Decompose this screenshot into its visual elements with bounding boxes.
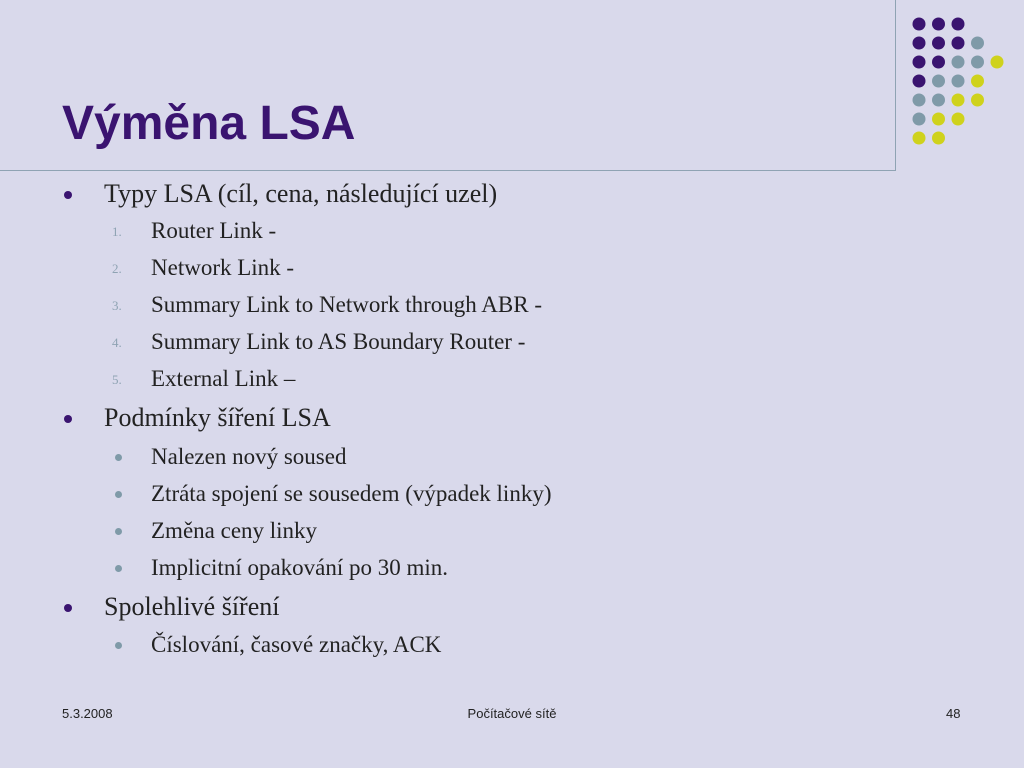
list-text: Router Link -	[151, 218, 277, 243]
list-number: 1.	[112, 224, 122, 239]
decorative-dot	[913, 75, 926, 88]
footer-page-number: 48	[946, 706, 961, 721]
decorative-dot	[932, 94, 945, 107]
decorative-dot	[952, 113, 965, 126]
sub-bullet-text: Ztráta spojení se sousedem (výpadek linky)	[151, 481, 552, 506]
decorative-dot	[932, 56, 945, 69]
decorative-dot	[932, 18, 945, 31]
decorative-dot	[952, 37, 965, 50]
list-item-summary-link-network	[112, 290, 542, 320]
title-divider-horizontal	[0, 170, 896, 171]
bullet-dot	[64, 191, 72, 199]
decorative-dot	[971, 56, 984, 69]
decorative-dot	[913, 132, 926, 145]
bullet-text: Typy LSA (cíl, cena, následující uzel)	[104, 179, 498, 208]
decorative-dot	[932, 75, 945, 88]
list-text: Summary Link to Network through ABR -	[151, 292, 542, 317]
decorative-dot	[971, 75, 984, 88]
decorative-dot	[952, 94, 965, 107]
sub-bullet-sequence-numbers	[151, 630, 441, 660]
decorative-dot	[913, 18, 926, 31]
decorative-dot	[932, 113, 945, 126]
bullet-reliable-flooding	[104, 591, 279, 623]
sub-bullet-lost-neighbor	[151, 479, 551, 509]
sub-bullet-dot	[115, 565, 122, 572]
bullet-propagation-conditions	[104, 402, 331, 434]
sub-bullet-new-neighbor	[151, 442, 346, 472]
list-number: 2.	[112, 261, 122, 276]
list-item-external-link	[112, 364, 296, 394]
list-text: Network Link -	[151, 255, 295, 280]
bullet-text: Podmínky šíření LSA	[104, 403, 331, 432]
decorative-dot	[952, 18, 965, 31]
list-number: 5.	[112, 372, 122, 387]
decorative-dot	[913, 37, 926, 50]
list-text: External Link –	[151, 366, 296, 391]
footer-title: Počítačové sítě	[467, 706, 557, 721]
sub-bullet-dot	[115, 454, 122, 461]
bullet-dot	[64, 604, 72, 612]
list-text: Summary Link to AS Boundary Router -	[151, 329, 526, 354]
bullet-lsa-types	[104, 178, 497, 210]
sub-bullet-dot	[115, 642, 122, 649]
sub-bullet-dot	[115, 528, 122, 535]
list-item-router-link	[112, 216, 277, 246]
decorative-dot	[932, 132, 945, 145]
decorative-dot	[913, 113, 926, 126]
decorative-dot	[971, 94, 984, 107]
bullet-dot	[64, 415, 72, 423]
decorative-dot	[952, 56, 965, 69]
list-number: 3.	[112, 298, 122, 313]
decorative-dot	[913, 94, 926, 107]
decorative-dot	[913, 56, 926, 69]
footer-date: 5.3.2008	[62, 706, 113, 721]
sub-bullet-text: Nalezen nový soused	[151, 444, 347, 469]
decorative-dot-grid	[905, 10, 1015, 150]
sub-bullet-dot	[115, 491, 122, 498]
sub-bullet-text: Číslování, časové značky, ACK	[151, 632, 442, 657]
bullet-text: Spolehlivé šíření	[104, 592, 280, 621]
title-divider-vertical	[895, 0, 896, 171]
decorative-dot	[932, 37, 945, 50]
decorative-dot	[952, 75, 965, 88]
slide-title: Výměna LSA	[62, 97, 356, 150]
sub-bullet-periodic-refresh	[151, 553, 448, 583]
list-item-network-link	[112, 253, 295, 283]
sub-bullet-text: Implicitní opakování po 30 min.	[151, 555, 449, 580]
decorative-dot	[971, 37, 984, 50]
list-number: 4.	[112, 335, 122, 350]
list-item-summary-link-asbr	[112, 327, 526, 357]
sub-bullet-cost-change	[151, 516, 317, 546]
decorative-dot	[991, 56, 1004, 69]
sub-bullet-text: Změna ceny linky	[151, 518, 318, 543]
